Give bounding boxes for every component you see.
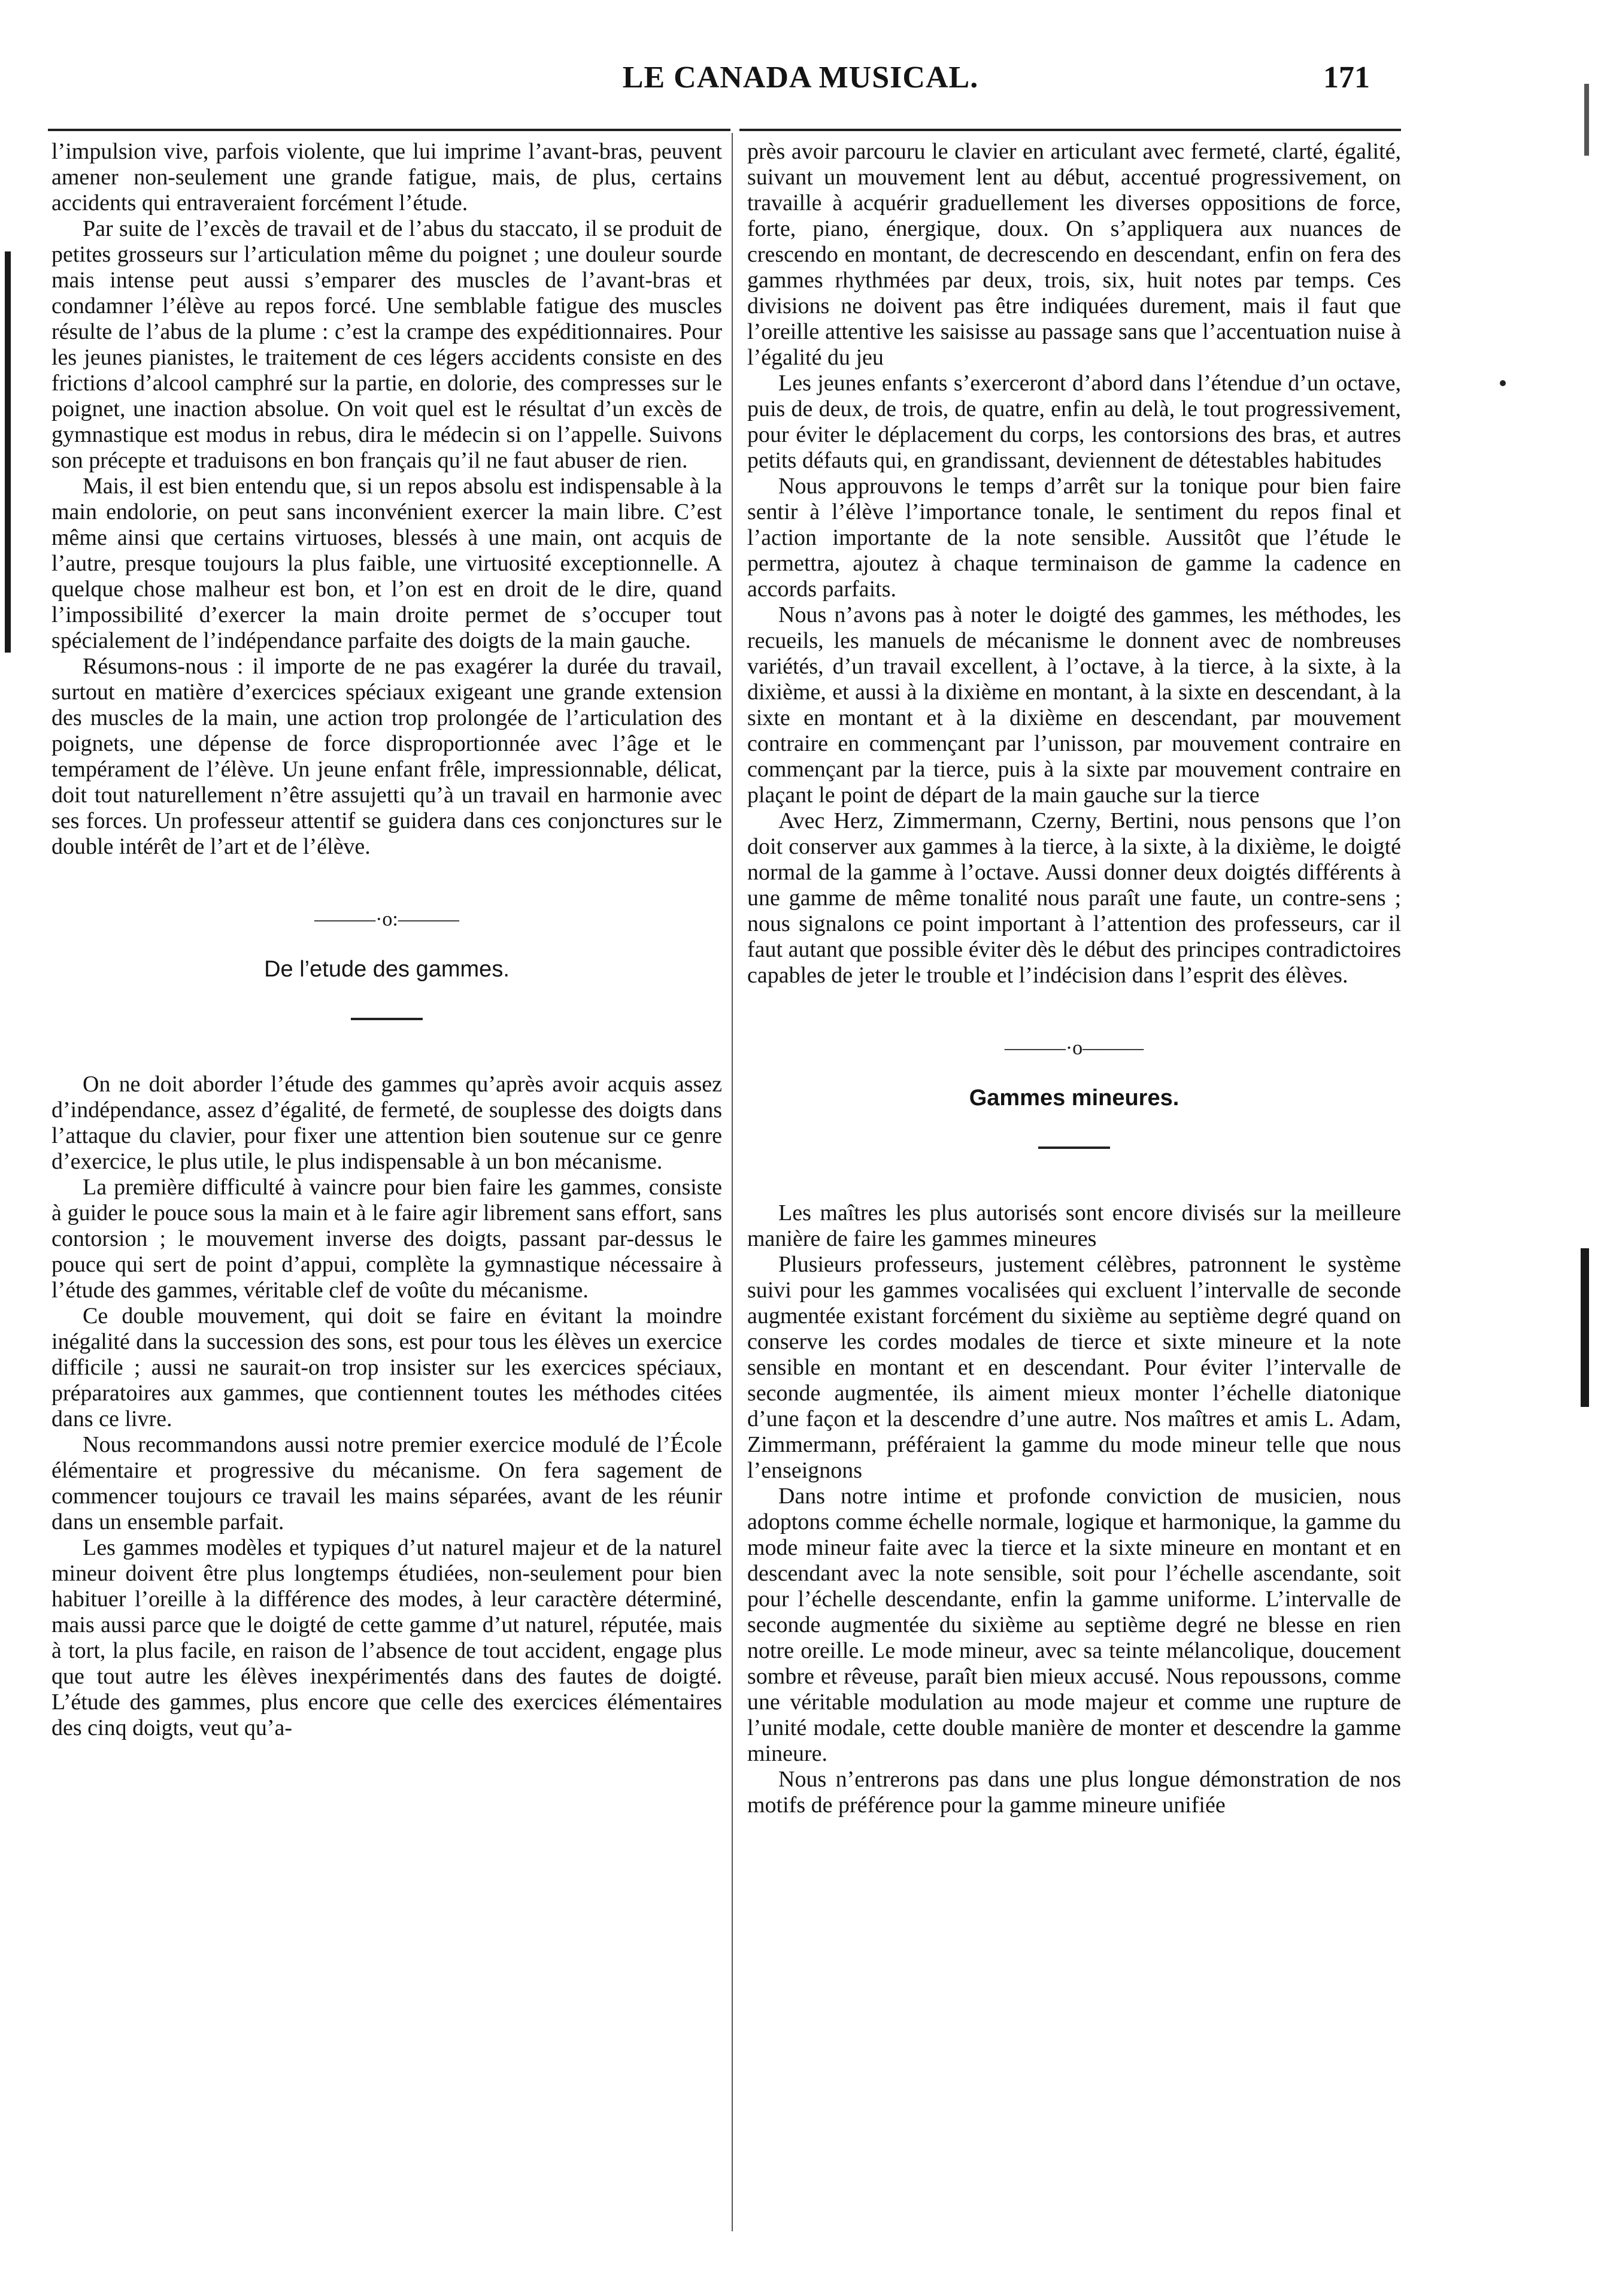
ornamental-separator: ———·o:——— (314, 908, 459, 930)
left-margin-bar (5, 251, 11, 653)
title-rule (1038, 1147, 1110, 1149)
journal-title: LE CANADA MUSICAL. (622, 60, 979, 95)
column-divider (732, 133, 733, 2231)
paragraph: Ce double mouvement, qui doit se faire en évitant la moindre inégalité dans la succession des sons, est pour tous les élèves un exercice difficile ; aussi ne saurait-on trop insister sur les exercices spéciaux, préparatoires aux gammes, que contiennent toutes les méthodes citées dans ce livre. (51, 1303, 722, 1431)
paragraph: Dans notre intime et profonde conviction de musicien, nous adoptons comme échelle normale, logique et harmonique, la gamme du mode mineur faite avec la tierce et la sixte mineure en montant et en descendant avec la note sensible, soit pour l’échelle ascendante, soit pour l’échelle descendante, enfin la gamme uniforme. L’intervalle de seconde augmentée du sixième au septième degré ne blesse en rien notre oreille. Le mode mineur, avec sa teinte mélancolique, doucement sombre et rêveuse, paraît bien mieux accusé. Nous repoussons, comme une véritable modulation au mode majeur et comme une rupture de l’unité modale, cette double manière de monter et descendre la gamme mineure. (747, 1484, 1401, 1766)
header-rule-left (48, 129, 730, 131)
title-rule (351, 1018, 423, 1020)
paragraph: Mais, il est bien entendu que, si un repos absolu est indispensable à la main endolorie, on peut sans inconvénient exercer la main libre. C’est même ainsi que certains virtuoses, blessés à une main, ont acquis de l’autre, presque toujours la plus faible, une virtuosité exceptionnelle. A quelque chose malheur est bon, et l’on est en droit de le dire, quand l’impossibilité d’exercer la main droite permet de s’occuper tout spécialement de l’indépendance parfaite des doigts de la main gauche. (51, 474, 722, 653)
right-column (747, 139, 1401, 1818)
paragraph: Nous recommandons aussi notre premier exercice modulé de l’École élémentaire et progressive du mécanisme. On fera sagement de commencer toujours ce travail les mains séparées, avant de les réunir dans un ensemble parfait. (51, 1432, 722, 1534)
paragraph: l’impulsion vive, parfois violente, que lui imprime l’avant-bras, peuvent amener non-seulement une grande fatigue, mais, de plus, certains accidents qui entraveraient forcément l’étude. (51, 139, 722, 216)
paragraph: Nous n’avons pas à noter le doigté des gammes, les méthodes, les recueils, les manuels de mécanisme le donnent avec de nombreuses variétés, d’un travail excellent, à l’octave, à la tierce, à la sixte, à la dixième, et aussi à la dixième en montant, à la sixte en descendant, à la sixte en montant et à la dixième en descendant, par mouvement contraire en commençant par l’unisson, par mouvement contraire en commençant par la tierce, puis à la sixte par mouvement contraire en plaçant le point de départ de la main gauche sur la tierce (747, 602, 1401, 808)
paragraph: Nous approuvons le temps d’arrêt sur la tonique pour bien faire sentir à l’élève l’importance tonale, le sentiment du repos final et l’action importante de la note sensible. Aussitôt que l’étude le permettra, ajoutez à chaque terminaison de gamme la cadence en accords parfaits. (747, 474, 1401, 602)
paragraph: Avec Herz, Zimmermann, Czerny, Bertini, nous pensons que l’on doit conserver aux gammes à la tierce, à la sixte, à la dixième, le doigté normal de la gamme à l’octave. Aussi donner deux doigtés différents à une gamme de même tonalité nous paraît une faute, un contre-sens ; nous signalons ce point important à l’attention des professeurs, car il faut autant que possible éviter dès le début des principes contradictoires capables de jeter le trouble et l’indécision dans l’esprit des élèves. (747, 808, 1401, 988)
margin-dot (1500, 380, 1506, 386)
paragraph: Les maîtres les plus autorisés sont encore divisés sur la meilleure manière de faire les gammes mineures (747, 1200, 1401, 1251)
paragraph: Nous n’entrerons pas dans une plus longue démonstration de nos motifs de préférence pour la gamme mineure unifiée (747, 1767, 1401, 1818)
section-title: De l’etude des gammes. (264, 957, 510, 982)
left-column (51, 139, 722, 1741)
right-edge-mark (1584, 84, 1589, 156)
ornamental-separator: ———·o——— (1004, 1037, 1144, 1059)
page-number: 171 (1323, 60, 1370, 95)
paragraph: Les jeunes enfants s’exerceront d’abord dans l’étendue d’un octave, puis de deux, de trois, de quatre, enfin au delà, le tout progressivement, pour éviter le déplacement du corps, les contorsions des bras, et autres petits défauts qui, en grandissant, deviennent de détestables habitudes (747, 371, 1401, 473)
right-margin-bar (1581, 1248, 1589, 1407)
paragraph: Plusieurs professeurs, justement célèbres, patronnent le système suivi pour les gammes vocalisées qui excluent l’intervalle de seconde augmentée existant forcément du sixième au septième degré quand on conserve les cordes modales de tierce et sixte mineure et la note sensible en montant et en descendant. Pour éviter l’intervalle de seconde augmentée, ils aiment mieux monter l’échelle diatonique d’une façon et la descendre d’une autre. Nos maîtres et amis L. Adam, Zimmermann, préféraient la gamme du mode mineur telle que nous l’enseignons (747, 1252, 1401, 1483)
running-header (0, 60, 1601, 108)
paragraph: La première difficulté à vaincre pour bien faire les gammes, consiste à guider le pouce sous la main et à le faire agir librement sans effort, sans contorsion ; le mouvement inverse des doigts, passant par-dessus le pouce qui sert de point d’appui, complète la gymnastique nécessaire à l’étude des gammes, véritable clef de voûte du mécanisme. (51, 1175, 722, 1303)
paragraph: Résumons-nous : il importe de ne pas exagérer la durée du travail, surtout en matière d’exercices spéciaux exigeant une grande extension des muscles de la main, une action trop prolongée de l’articulation des poignets, une dépense de force disproportionnée avec l’âge et le tempérament de l’élève. Un jeune enfant frêle, impressionnable, délicat, doit tout naturellement n’être assujetti qu’à un travail en harmonie avec ses forces. Un professeur attentif se guidera dans ces conjonctures sur le double intérêt de l’art et de l’élève. (51, 654, 722, 859)
paragraph: près avoir parcouru le clavier en articulant avec fermeté, clarté, égalité, suivant un mouvement lent au début, accentué progressivement, on travaille à acquérir graduellement les diverses oppositions de force, forte, piano, énergique, doux. On s’appliquera aux nuances de crescendo en montant, de decrescendo en descendant, enfin on fera des gammes rhythmées par deux, trois, six, huit notes par temps. Ces divisions ne doivent pas être indiquées durement, mais il faut que l’oreille attentive les saisisse au passage sans que l’accentuation nuise à l’égalité du jeu (747, 139, 1401, 370)
section-title: Gammes mineures. (969, 1085, 1179, 1111)
paragraph: On ne doit aborder l’étude des gammes qu’après avoir acquis assez d’indépendance, assez d’égalité, de fermeté, de souplesse des doigts dans l’attaque du clavier, pour fixer une attention bien soutenue sur ce genre d’exercice, le plus utile, le plus indispensable à un bon mécanisme. (51, 1072, 722, 1174)
paragraph: Par suite de l’excès de travail et de l’abus du staccato, il se produit de petites grosseurs sur l’articulation même du poignet ; une douleur sourde mais intense peut aussi s’emparer des muscles de l’avant-bras et condamner l’élève au repos forcé. Une semblable fatigue des muscles résulte de l’abus de la plume : c’est la crampe des expéditionnaires. Pour les jeunes pianistes, le traitement de ces légers accidents consiste en des frictions d’alcool camphré sur la partie, en dolorie, des compresses sur le poignet, une inaction absolue. On voit quel est le résultat d’un excès de gymnastique est modus in rebus, dira le médecin si on l’appelle. Suivons son précepte et traduisons en bon français qu’il ne faut abuser de rien. (51, 216, 722, 473)
header-rule-right (739, 129, 1401, 131)
paragraph: Les gammes modèles et typiques d’ut naturel majeur et de la naturel mineur doivent être plus longtemps étudiées, non-seulement pour bien habituer l’oreille à la différence des modes, à leur caractère déterminé, mais aussi parce que le doigté de cette gamme d’ut naturel, réputée, mais à tort, la plus facile, en raison de l’absence de tout accident, engage plus que tout autre les élèves inexpérimentés dans des fautes de doigté. L’étude des gammes, plus encore que celle des exercices élémentaires des cinq doigts, veut qu’a- (51, 1535, 722, 1740)
